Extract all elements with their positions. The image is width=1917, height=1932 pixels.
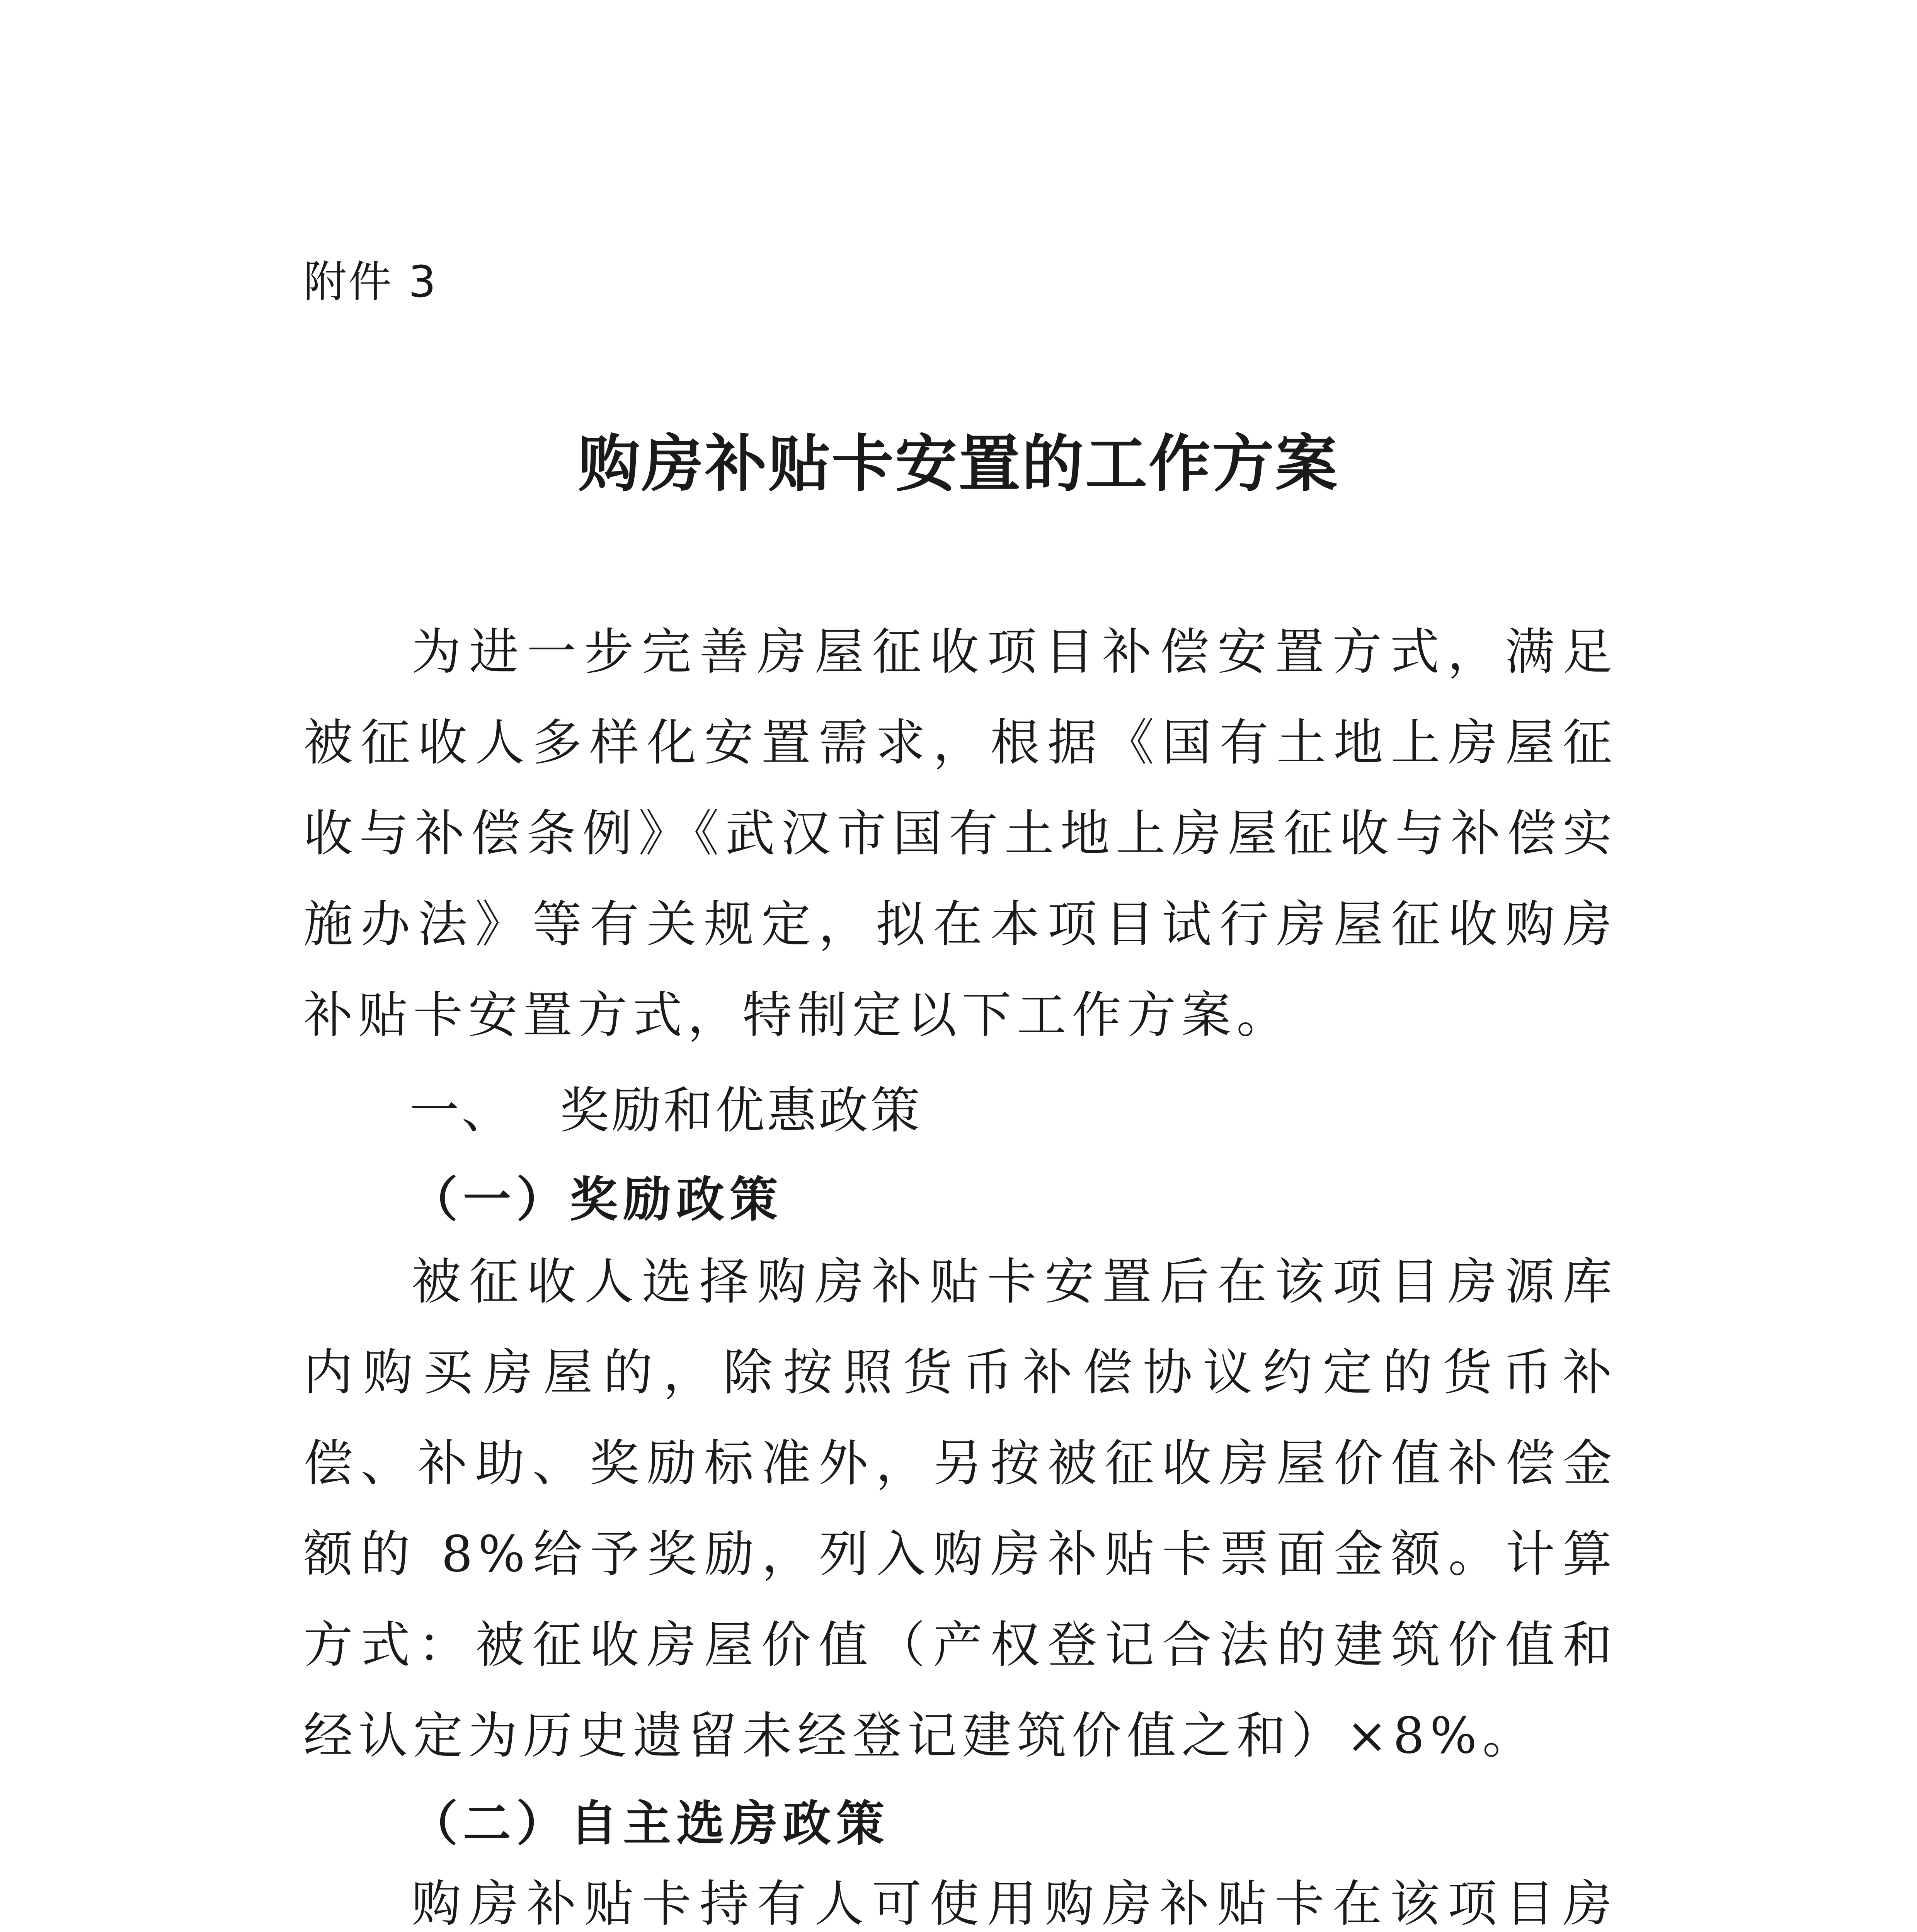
attachment-label: 附件 3 xyxy=(303,257,438,307)
subsection-2-heading: （二）自主选房政策 xyxy=(410,1796,890,1852)
intro-paragraph: 为进一步完善房屋征收项目补偿安置方式，满足被征收人多样化安置需求，根据《国有土地上房屋征收与补偿条例》《武汉市国有土地上房屋征收与补偿实施办法》等有关规定，拟在本项目试行房屋征收购房补贴卡安置方式，特制定以下工作方案。 xyxy=(303,623,1617,1044)
subsection-2-paragraph: 购房补贴卡持有人可使用购房补贴卡在该项目房 xyxy=(412,1875,1617,1932)
section-1-heading xyxy=(410,1080,922,1142)
section-1-title: 奖励和优惠政策 xyxy=(560,1082,923,1139)
document-title: 购房补贴卡安置的工作方案 xyxy=(578,427,1339,500)
subsection-1-heading: （一）奖励政策 xyxy=(410,1172,783,1228)
section-1-number: 一、 xyxy=(410,1082,514,1139)
subsection-1-paragraph: 被征收人选择购房补贴卡安置后在该项目房源库内购买房屋的，除按照货币补偿协议约定的货币补偿、补助、奖励标准外，另按被征收房屋价值补偿金额的 8%给予奖励，列入购房补贴卡票面金额。计算方式：被征收房屋价值（产权登记合法的建筑价值和经认定为历史遗留未经登记建筑价值之和）×8%。 xyxy=(303,1253,1617,1765)
